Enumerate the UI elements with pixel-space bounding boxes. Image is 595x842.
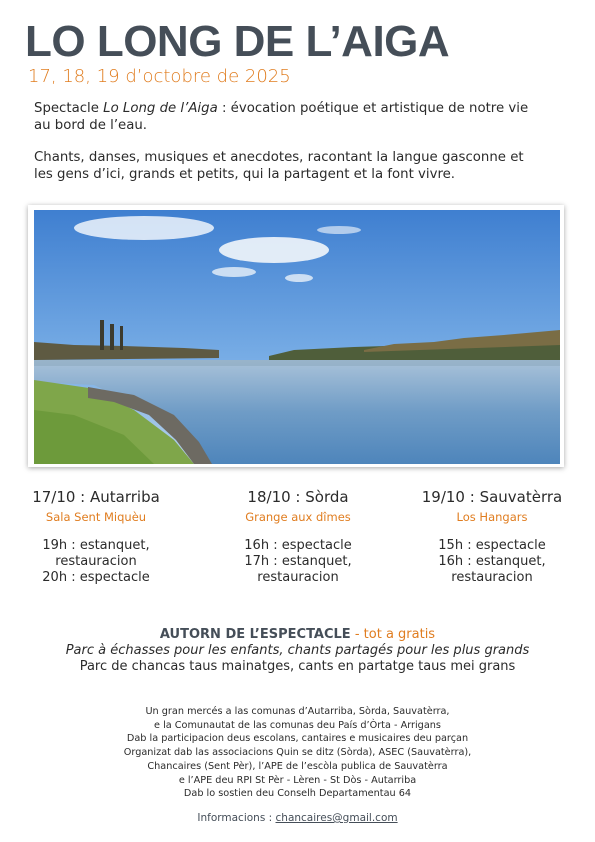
intro-prefix: Spectacle bbox=[34, 101, 104, 116]
contact-email-link[interactable]: chancaires@gmail.com bbox=[275, 812, 398, 824]
schedule-line: 16h : estanquet, bbox=[438, 554, 546, 569]
venue-sauvaterra bbox=[402, 488, 582, 586]
thanks-line: Organizat dab las associacions Quin se ditz (Sòrda), ASEC (Sauvatèrra), bbox=[123, 747, 472, 759]
schedule-line: 15h : espectacle bbox=[438, 538, 546, 553]
intro-text bbox=[34, 101, 534, 199]
venue-autarriba bbox=[6, 488, 186, 586]
venue-sorda bbox=[208, 488, 388, 586]
schedule-line: restauracion bbox=[451, 570, 533, 585]
thanks-line: e la Comunautat de las comunas deu País d’Òrta - Arrigans bbox=[154, 719, 441, 731]
intro-suffix: : évocation poétique et artistique de notre vie au bord de l’eau. bbox=[34, 101, 529, 133]
river-landscape-photo bbox=[34, 210, 560, 464]
acknowledgements bbox=[0, 705, 595, 801]
schedule-line: 17h : estanquet, bbox=[244, 554, 352, 569]
around-the-show bbox=[0, 627, 595, 675]
thanks-line: Dab la participacion deus escolans, cantaires e musicaires deu parçan bbox=[126, 733, 469, 745]
river-photo bbox=[28, 205, 564, 467]
venue-hall: Los Hangars bbox=[456, 510, 528, 524]
contact-label: Informacions : bbox=[197, 812, 276, 824]
schedule-line: 16h : espectacle bbox=[244, 538, 352, 553]
thanks-line: Chancaires (Sent Pèr), l’APE de l’escòla publica de Sauvatèrra bbox=[147, 760, 448, 772]
venue-schedule bbox=[402, 538, 582, 586]
venue-date-place: 18/10 : Sòrda bbox=[247, 488, 349, 506]
schedule-line: restauracion bbox=[55, 554, 137, 569]
venue-schedule bbox=[6, 538, 186, 586]
thanks-line: Dab lo sostien deu Conselh Departamentau 64 bbox=[183, 788, 412, 800]
schedule-line: 19h : estanquet, bbox=[42, 538, 150, 553]
around-gascon-line: Parc de chancas taus mainatges, cants en partatge taus mei grans bbox=[79, 659, 516, 674]
schedule-line: 20h : espectacle bbox=[42, 570, 150, 585]
venue-hall: Sala Sent Miquèu bbox=[45, 510, 147, 524]
page-title: LO LONG DE L’AIGA bbox=[25, 17, 450, 66]
around-heading bbox=[0, 627, 595, 643]
schedule-line: restauracion bbox=[257, 570, 339, 585]
venue-date-place: 17/10 : Autarriba bbox=[32, 488, 160, 506]
around-heading-title: AUTORN DE L’ESPECTACLE bbox=[159, 627, 351, 642]
intro-paragraph-1 bbox=[34, 101, 534, 134]
venue-schedule bbox=[208, 538, 388, 586]
venue-date-place: 19/10 : Sauvatèrra bbox=[421, 488, 563, 506]
thanks-line: e l’APE deu RPI St Pèr - Lèren - St Dòs - Autarriba bbox=[178, 774, 417, 786]
around-heading-free: - tot a gratis bbox=[350, 627, 436, 642]
venue-hall: Grange aux dîmes bbox=[245, 510, 351, 524]
show-title-italic: Lo Long de l’Aiga bbox=[103, 101, 218, 116]
thanks-line: Un gran mercés a las comunas d’Autarriba, Sòrda, Sauvatèrra, bbox=[145, 706, 450, 717]
contact-info bbox=[0, 812, 595, 824]
around-french-line: Parc à échasses pour les enfants, chants partagés pour les plus grands bbox=[65, 643, 530, 658]
event-dates: 17, 18, 19 d’octobre de 2025 bbox=[28, 66, 291, 87]
intro-paragraph-2: Chants, danses, musiques et anecdotes, racontant la langue gasconne et les gens d’ici, grands et petits, qui la partagent et la font vivre. bbox=[34, 150, 524, 182]
